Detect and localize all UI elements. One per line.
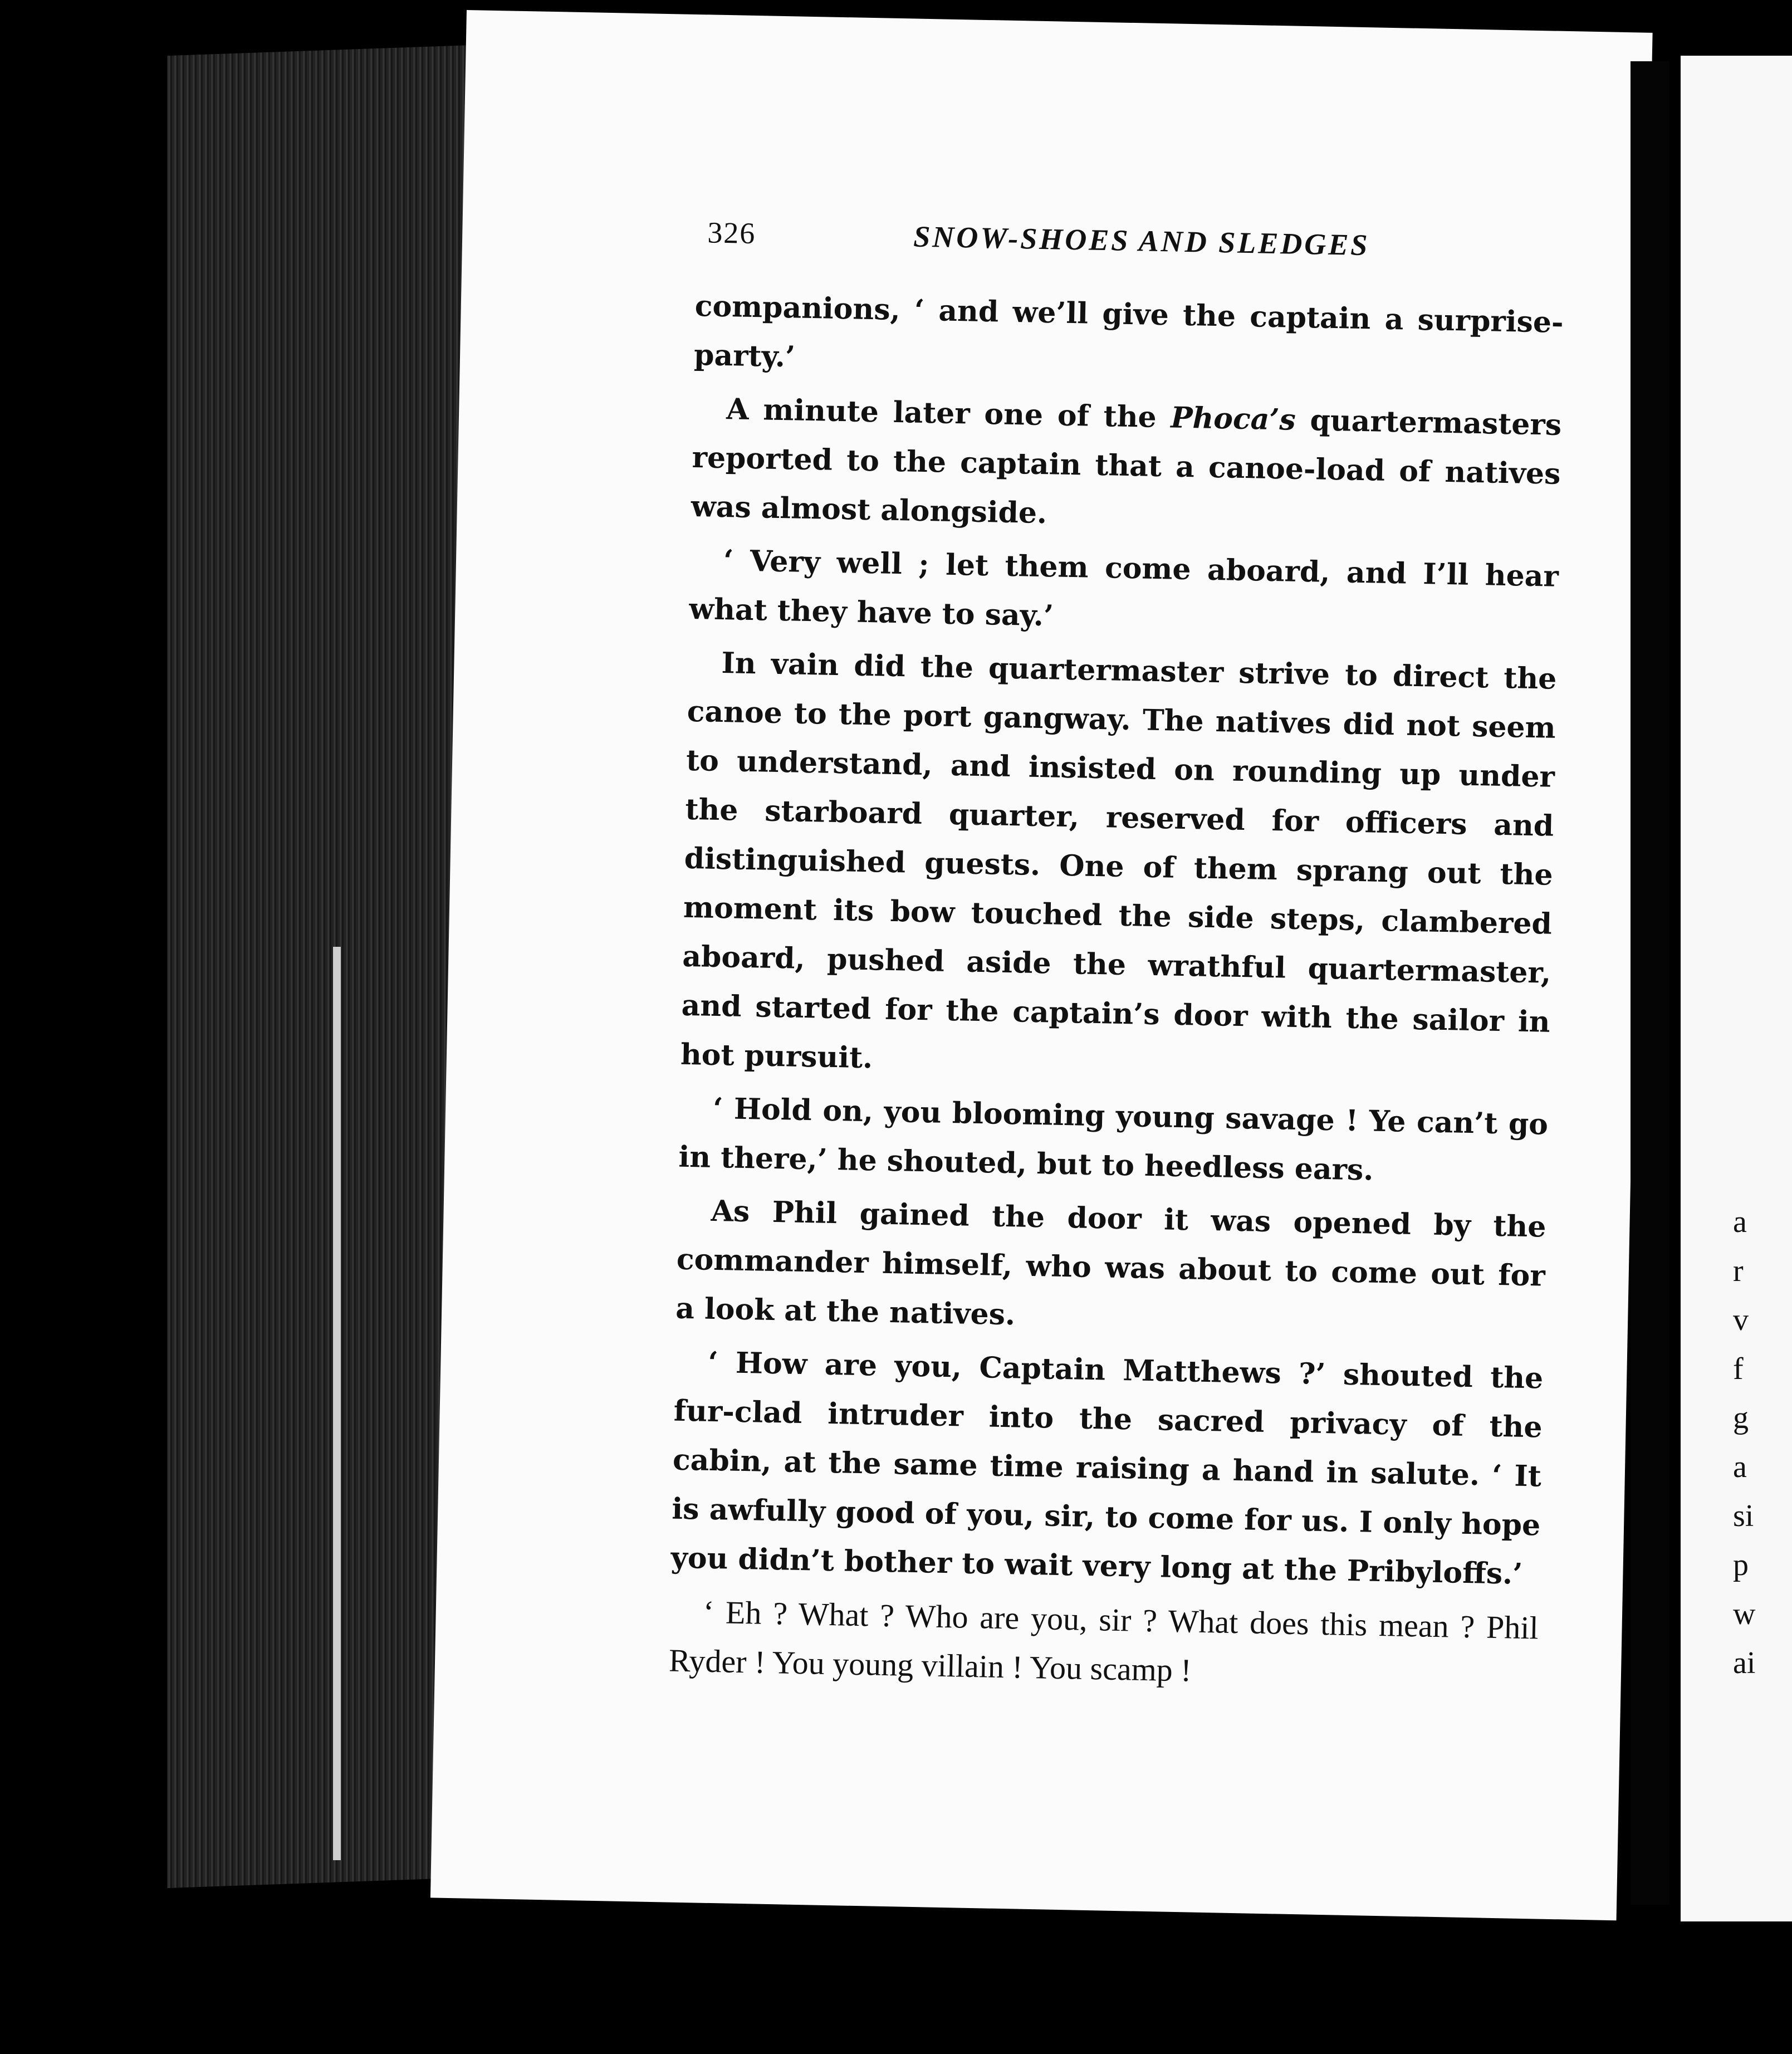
paragraph: companions, ‘ and we’ll give the captain a surprise-party.’ <box>693 288 1564 374</box>
spine-gutter <box>1631 61 1669 1905</box>
paragraph: ‘ Hold on, you blooming young savage ! Ye can’t go in there,’ he shouted, but to heedless ears. <box>678 1091 1549 1187</box>
page-edge-highlight <box>333 947 341 1860</box>
paragraph: In vain did the quartermaster strive to direct the canoe to the port gangway. The natives did not seem to understand, and insisted on rounding up under the starboard quarter, reserved for officers and distinguished guests. One of them sprang out the moment its bow touched the side steps, clambered aboard, pushed aside the wrathful quartermaster, and started for the captain’s door with the sailor in hot pursuit. <box>680 646 1557 1075</box>
paragraph-text: quartermasters reported to the captain that a canoe-load of natives was almost alongside. <box>691 403 1562 531</box>
page-number: 326 <box>707 216 756 251</box>
facing-letter: a <box>1733 1450 1747 1484</box>
facing-letter: w <box>1733 1597 1756 1631</box>
paragraph: ‘ Very well ; let them come aboard, and I’ll hear what they have to say.’ <box>688 544 1559 633</box>
facing-letter: v <box>1733 1303 1749 1337</box>
running-title: SNOW-SHOES AND SLEDGES <box>913 219 1370 262</box>
body-text <box>668 282 1564 1706</box>
facing-letter: ai <box>1733 1646 1756 1680</box>
paragraph <box>691 384 1562 548</box>
ship-name: Phoca’s <box>1170 400 1296 437</box>
facing-letter: f <box>1733 1352 1744 1386</box>
paragraph-text: A minute later one of the <box>726 392 1172 435</box>
book-page <box>430 10 1653 1920</box>
facing-letter: si <box>1733 1499 1754 1533</box>
facing-page-letters <box>1733 1197 1755 1688</box>
paragraph: ‘ How are you, Captain Matthews ?’ shouted the fur-clad intruder into the sacred privacy of the cabin, at the same time raising a hand in salute. ‘ It is awfully good of you, sir, to come for us. I only hope you didn’t bother to wait very long at the Pribyloffs.’ <box>670 1345 1544 1591</box>
paragraph: As Phil gained the door it was opened by the commander himself, who was about to come out for a look at the natives. <box>675 1194 1546 1332</box>
paragraph: ‘ Eh ? What ? Who are you, sir ? What does this mean ? Phil Ryder ! You young villain ! You scamp ! <box>668 1593 1539 1689</box>
facing-letter: p <box>1733 1548 1749 1582</box>
facing-letter: a <box>1733 1205 1747 1239</box>
facing-letter: r <box>1733 1254 1744 1288</box>
running-head <box>707 215 1576 262</box>
facing-letter: g <box>1733 1401 1749 1435</box>
